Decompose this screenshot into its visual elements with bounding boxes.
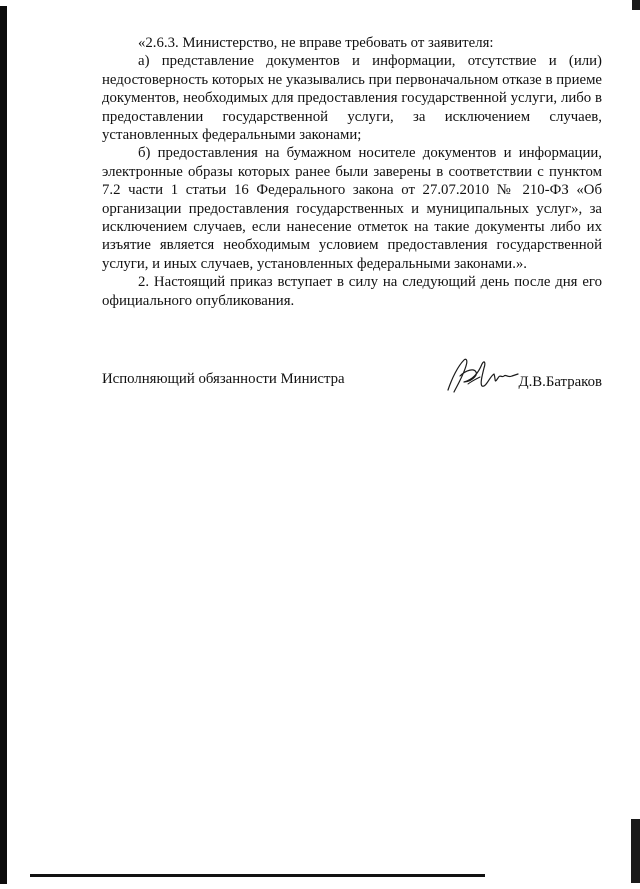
scan-border-top-right bbox=[632, 0, 640, 10]
paragraph-effective-date: 2. Настоящий приказ вступает в силу на следующий день после дня его официального опубликования. bbox=[102, 274, 602, 309]
handwritten-signature bbox=[442, 354, 522, 396]
scan-border-bottom bbox=[30, 874, 485, 877]
document-body bbox=[102, 34, 602, 310]
paragraph-clause-b: б) предоставления на бумажном носителе документов и информации, электронные образы которых ранее были заверены в соответствии с пунктом 7.2 части 1 статьи 16 Федерального закона от 27.07.2010 № 210-ФЗ «Об организации предоставления государственных и муниципальных услуг», за исключением случаев, если нанесение отметок на такие документы либо их изъятие является необходимым условием предоставления государственной услуги, и иных случаев, установленных федеральными законами.». bbox=[102, 145, 602, 272]
paragraph-clause-heading: «2.6.3. Министерство, не вправе требовать от заявителя: bbox=[138, 35, 494, 51]
signatory-position: Исполняющий обязанности Министра bbox=[102, 371, 345, 387]
paragraph-clause-a: а) представление документов и информации, отсутствие и (или) недостоверность которых не указывались при первоначальном отказе в приеме документов, необходимых для предоставления государственной услуги, либо в предоставлении государственной услуги, за исключением случаев, установленных федеральными законами; bbox=[102, 53, 602, 144]
signatory-name: Д.В.Батраков bbox=[518, 374, 602, 390]
scan-border-bottom-right bbox=[631, 819, 640, 883]
scan-border-left bbox=[0, 6, 7, 884]
signature-block bbox=[102, 362, 602, 402]
